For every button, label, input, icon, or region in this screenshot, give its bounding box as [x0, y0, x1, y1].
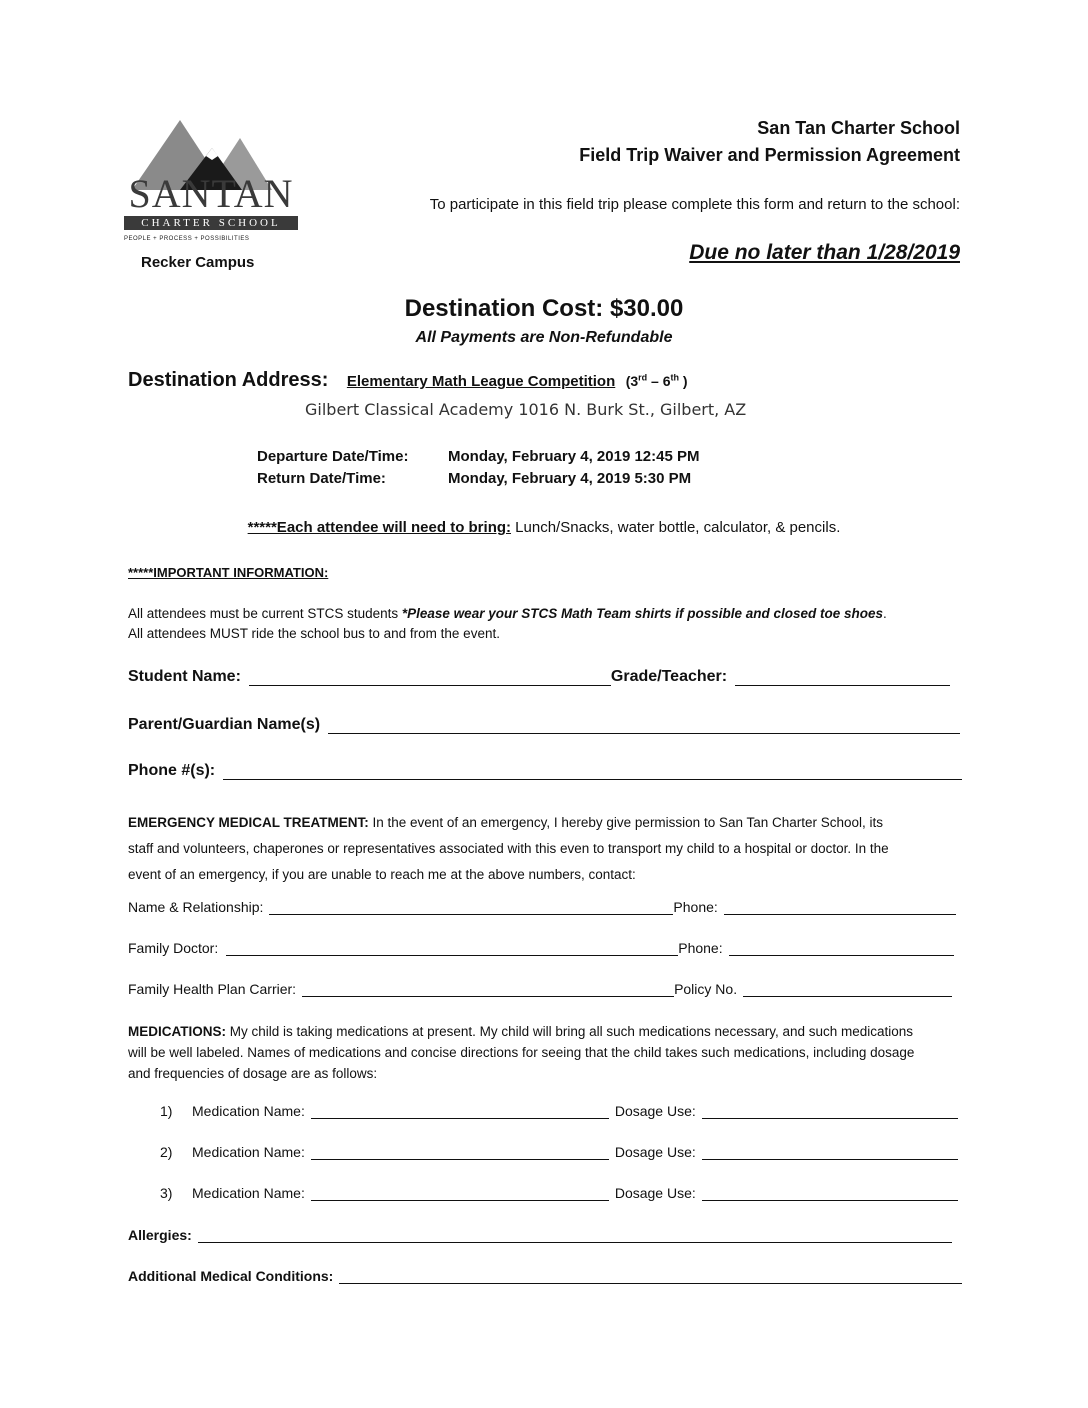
important-line1: All attendees must be current STCS students *Please wear your STCS Math Team shirts if possible and closed toe shoes.: [128, 606, 887, 621]
important-line2: All attendees MUST ride the school bus to and from the event.: [128, 626, 500, 641]
medication-row: [160, 1102, 958, 1119]
medication-number: 2): [160, 1144, 173, 1160]
destination-cost: Destination Cost: $30.00: [404, 295, 684, 322]
campus-label: Recker Campus: [141, 254, 255, 271]
venue-name: Gilbert Classical Academy: [305, 400, 514, 419]
bring-items: Lunch/Snacks, water bottle, calculator, & pencils.: [511, 519, 841, 536]
return-label: Return Date/Time:: [257, 470, 386, 487]
logo-subtitle: CHARTER SCHOOL: [124, 216, 298, 230]
family-doctor-field[interactable]: [226, 939, 678, 956]
name-relationship-row: [128, 898, 956, 915]
health-plan-row: [128, 980, 952, 997]
event-name: Elementary Math League Competition: [346, 373, 616, 390]
school-logo: [122, 120, 302, 270]
emergency-phone-label: Phone:: [673, 899, 718, 915]
medications-heading: MEDICATIONS:: [128, 1024, 226, 1039]
medication-row: [160, 1143, 958, 1160]
departure-label: Departure Date/Time:: [257, 448, 409, 465]
dosage-label: Dosage Use:: [614, 1144, 696, 1160]
doctor-phone-label: Phone:: [678, 940, 723, 956]
medication-name-label: Medication Name:: [192, 1144, 305, 1160]
medication-number: 3): [160, 1185, 173, 1201]
destination-line: Destination Address: Elementary Math League Competition (3rd – 6th ): [128, 369, 688, 391]
family-doctor-label: Family Doctor:: [128, 940, 219, 956]
name-relationship-label: Name & Relationship:: [128, 899, 264, 915]
medication-row: [160, 1184, 958, 1201]
policy-field[interactable]: [743, 980, 952, 997]
emergency-heading: EMERGENCY MEDICAL TREATMENT:: [128, 815, 369, 830]
emergency-paragraph: EMERGENCY MEDICAL TREATMENT: In the event of an emergency, I hereby give permission to San Tan Charter School, its staff and volunteers, chaperones or representatives associated with this even to transport my child to a hospital or doctor. In the event of an emergency, if you are unable to reach me at the above numbers, contact:: [128, 815, 889, 882]
medication-number: 1): [160, 1103, 173, 1119]
family-doctor-row: [128, 939, 954, 956]
venue-line: [305, 400, 746, 419]
logo-wordmark: SANTAN: [128, 171, 294, 216]
important-heading: *****IMPORTANT INFORMATION:: [128, 565, 329, 580]
conditions-label: Additional Medical Conditions:: [128, 1268, 334, 1284]
non-refundable-note: All Payments are Non-Refundable: [415, 329, 673, 346]
return-value: Monday, February 4, 2019 5:30 PM: [448, 470, 692, 487]
student-name-row: [128, 668, 950, 686]
form-title: Field Trip Waiver and Permission Agreement: [579, 145, 960, 165]
grade-teacher-field[interactable]: [735, 669, 950, 686]
parent-name-field[interactable]: [328, 717, 960, 734]
allergies-field[interactable]: [198, 1226, 952, 1243]
student-name-field[interactable]: [249, 669, 611, 686]
destination-label: Destination Address: [128, 369, 322, 391]
health-plan-field[interactable]: [302, 980, 674, 997]
dosage-field[interactable]: [702, 1143, 958, 1160]
departure-value: Monday, February 4, 2019 12:45 PM: [448, 448, 700, 465]
name-relationship-field[interactable]: [269, 898, 673, 915]
medication-name-label: Medication Name:: [192, 1103, 305, 1119]
phone-field[interactable]: [223, 763, 962, 780]
dosage-label: Dosage Use:: [614, 1185, 696, 1201]
health-plan-label: Family Health Plan Carrier:: [128, 981, 297, 997]
medication-name-field[interactable]: [311, 1184, 609, 1201]
parent-name-row: [128, 716, 960, 734]
grade-teacher-label: Grade/Teacher:: [610, 668, 728, 685]
conditions-field[interactable]: [339, 1267, 962, 1284]
phone-row: [128, 762, 962, 780]
policy-label: Policy No.: [674, 981, 738, 997]
medication-name-field[interactable]: [311, 1102, 609, 1119]
medications-paragraph: MEDICATIONS: My child is taking medications at present. My child will bring all such medications necessary, and such medications will be well labeled. Names of medications and concise directions for seeing that the child takes such medications, including dosage and frequencies of dosage are as follows:: [128, 1024, 915, 1081]
bring-line: [0, 519, 1088, 536]
medication-name-field[interactable]: [311, 1143, 609, 1160]
allergies-row: [128, 1226, 952, 1243]
medication-name-label: Medication Name:: [192, 1185, 305, 1201]
instruction-text: To participate in this field trip please complete this form and return to the school:: [429, 196, 960, 213]
dosage-field[interactable]: [702, 1184, 958, 1201]
student-name-label: Student Name:: [128, 668, 241, 685]
dosage-field[interactable]: [702, 1102, 958, 1119]
school-name: San Tan Charter School: [757, 118, 960, 138]
emergency-phone-field[interactable]: [724, 898, 956, 915]
conditions-row: [128, 1267, 962, 1284]
logo-tagline: PEOPLE + PROCESS + POSSIBILITIES: [124, 236, 250, 242]
allergies-label: Allergies:: [128, 1227, 192, 1243]
bring-label: *****Each attendee will need to bring:: [247, 519, 512, 536]
due-date: Due no later than 1/28/2019: [689, 241, 960, 264]
venue-address: 1016 N. Burk St., Gilbert, AZ: [518, 400, 747, 419]
parent-name-label: Parent/Guardian Name(s): [128, 716, 321, 733]
phone-label: Phone #(s):: [128, 762, 216, 779]
dosage-label: Dosage Use:: [614, 1103, 696, 1119]
grade-range: (3rd – 6th ): [625, 372, 688, 389]
doctor-phone-field[interactable]: [729, 939, 954, 956]
